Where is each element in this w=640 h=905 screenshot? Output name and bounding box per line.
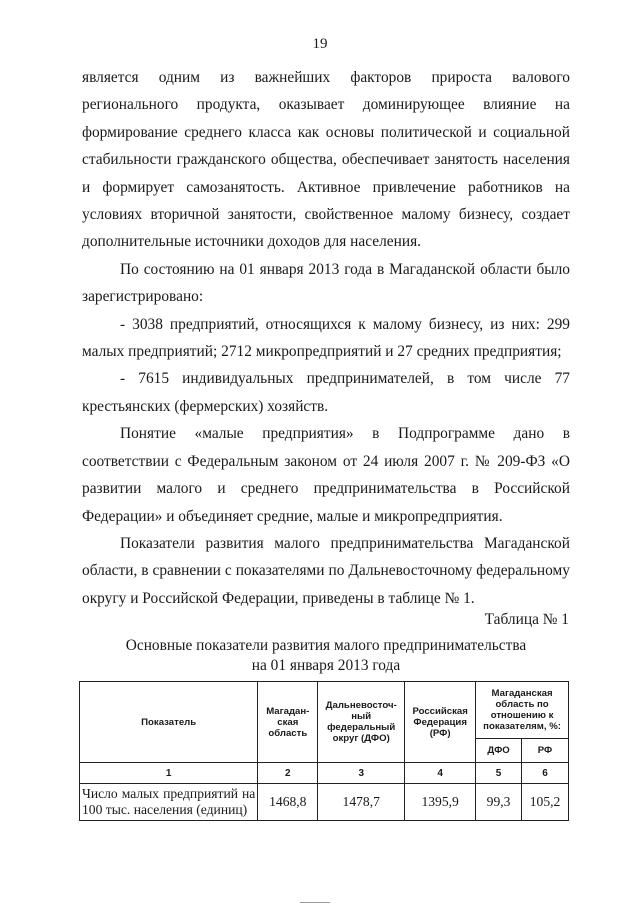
column-number: 3 xyxy=(318,763,405,784)
header-indicator: Показатель xyxy=(80,682,258,763)
indicators-table xyxy=(79,681,569,821)
body-text xyxy=(82,64,570,612)
paragraph-1: является одним из важнейших факторов прироста валового регионального продукта, оказывает доминирующее влияние на формирование среднего класса как основы политической и социальной стабильности гражданского общества, обеспечивает занятость населения и формирует самозанятость. Активное привлечение работников на условиях вторичной занятости, свойственное малому бизнесу, создает дополнительные источники доходов для населения. xyxy=(82,69,570,251)
cell-ratio-rf: 105,2 xyxy=(522,784,569,821)
paragraph-5: Понятие «малые предприятия» в Подпрограмме дано в соответствии с Федеральным законом от 24 июля 2007 г. № 209-ФЗ «О развитии малого и среднего предпринимательства в Российской Федерации» и объединяет средние, малые и микропредприятия. xyxy=(82,425,570,525)
header-magadan: Магадан- ская область xyxy=(258,682,318,763)
table-title-line-2: на 01 января 2013 года xyxy=(251,657,401,674)
cell-magadan: 1468,8 xyxy=(258,784,318,821)
column-number: 5 xyxy=(476,763,522,784)
column-number-row xyxy=(80,763,569,784)
paragraph-3: - 3038 предприятий, относящихся к малому бизнесу, из них: 299 малых предприятий; 2712 микропредприятий и 27 средних предприятия; xyxy=(82,315,570,361)
paragraph-4: - 7615 индивидуальных предпринимателей, в том числе 77 крестьянских (фермерских) хозяйств. xyxy=(82,370,570,415)
paragraph-2: По состоянию на 01 января 2013 года в Магаданской области было зарегистрировано: xyxy=(82,260,570,306)
table-title-line-1: Основные показатели развития малого предпринимательства xyxy=(125,637,527,654)
header-ratio-dfo: ДФО xyxy=(476,739,522,763)
column-number: 2 xyxy=(258,763,318,784)
table-row xyxy=(80,784,569,821)
scan-artifact xyxy=(300,902,330,903)
cell-dfo: 1478,7 xyxy=(318,784,405,821)
header-ratio: Магаданская область по отношению к показателям, %: xyxy=(476,682,569,739)
page-number: 19 xyxy=(312,36,328,52)
table-header-row xyxy=(80,682,569,739)
cell-ratio-dfo: 99,3 xyxy=(476,784,522,821)
table-title xyxy=(82,636,570,676)
header-dfo: Дальневосточ- ный федеральный округ (ДФО) xyxy=(318,682,405,763)
column-number: 4 xyxy=(405,763,476,784)
header-rf: Российская Федерация (РФ) xyxy=(405,682,476,763)
column-number: 6 xyxy=(522,763,569,784)
column-number: 1 xyxy=(80,763,258,784)
cell-indicator: Число малых предприятий на 100 тыс. населения (единиц) xyxy=(80,784,258,821)
cell-rf: 1395,9 xyxy=(405,784,476,821)
header-ratio-rf: РФ xyxy=(522,739,569,763)
paragraph-6: Показатели развития малого предпринимательства Магаданской области, в сравнении с показателями по Дальневосточному федеральному округу и Российской Федерации, приведены в таблице № 1. xyxy=(82,534,570,607)
table-label: Таблица № 1 xyxy=(484,611,569,628)
